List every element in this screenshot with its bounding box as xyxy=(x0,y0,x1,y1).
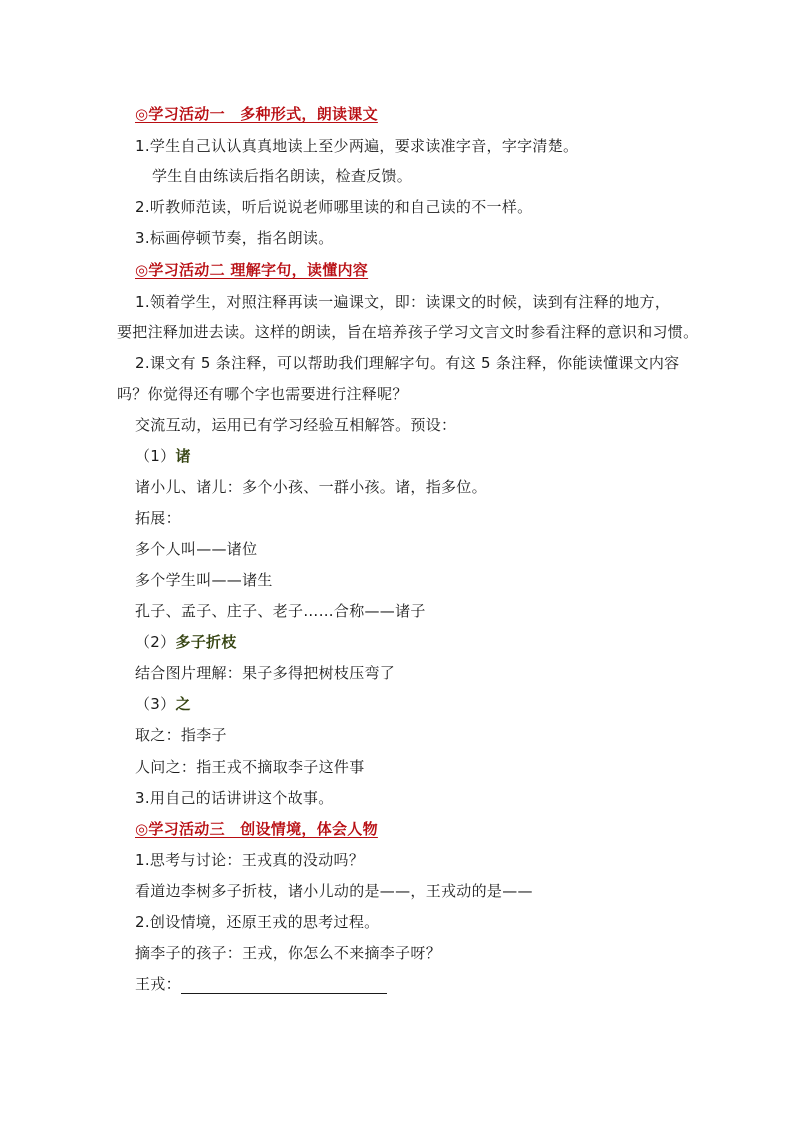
text-line: 3.用自己的话讲讲这个故事。 xyxy=(135,789,334,807)
text-line: 取之：指李子 xyxy=(135,726,227,744)
activity2-paragraph-line: 2.课文有 5 条注释，可以帮助我们理解字句。有这 5 条注释，你能读懂课文内容 xyxy=(135,354,680,372)
activity2-heading: ◎学习活动二 理解字句，读懂内容 xyxy=(135,261,369,279)
subheading-number: （1） xyxy=(135,447,176,465)
activity1-item: 3.标画停顿节奏，指名朗读。 xyxy=(135,229,334,247)
activity3-item: 1.思考与讨论：王戎真的没动吗？ xyxy=(135,851,365,869)
activity3-item: 看道边李树多子折枝，诸小儿动的是——，王戎动的是—— xyxy=(135,882,533,900)
activity2-paragraph-line: 交流互动，运用已有学习经验互相解答。预设： xyxy=(135,416,457,434)
subheading-2 xyxy=(135,632,237,652)
text-line: 孔子、孟子、庄子、老子……合称——诸子 xyxy=(135,602,426,620)
activity3-item: 2.创设情境，还原王戎的思考过程。 xyxy=(135,913,380,931)
subheading-term: 之 xyxy=(175,695,191,713)
text-line: 人问之：指王戎不摘取李子这件事 xyxy=(135,758,365,776)
text-line: 多个人叫——诸位 xyxy=(135,540,258,558)
text-line: 结合图片理解：果子多得把树枝压弯了 xyxy=(135,664,396,682)
subheading-term: 多子折枝 xyxy=(175,633,237,651)
activity1-item: 2.听教师范读，听后说说老师哪里读的和自己读的不一样。 xyxy=(135,198,533,216)
answer-label: 王戎： xyxy=(135,975,181,993)
activity2-paragraph-line: 要把注释加进去读。这样的朗读，旨在培养孩子学习文言文时参看注释的意识和习惯。 xyxy=(117,323,699,341)
activity1-item: 1.学生自己认认真真地读上至少两遍，要求读准字音，字字清楚。 xyxy=(135,137,579,155)
text-line: 拓展： xyxy=(135,509,181,527)
activity2-paragraph-line: 吗？你觉得还有哪个字也需要进行注释呢？ xyxy=(117,385,408,403)
subheading-3 xyxy=(135,694,191,714)
subheading-term: 诸 xyxy=(175,447,191,465)
activity2-paragraph-line: 1.领着学生，对照注释再读一遍课文，即：读课文的时候，读到有注释的地方， xyxy=(135,293,671,311)
activity1-item: 学生自由练读后指名朗读，检查反馈。 xyxy=(152,167,413,185)
subheading-1 xyxy=(135,446,191,466)
activity1-heading: ◎学习活动一 多种形式，朗读课文 xyxy=(135,105,378,123)
activity3-heading: ◎学习活动三 创设情境，体会人物 xyxy=(135,820,378,838)
subheading-number: （2） xyxy=(135,633,176,651)
text-line: 多个学生叫——诸生 xyxy=(135,571,273,589)
activity3-item: 摘李子的孩子：王戎，你怎么不来摘李子呀？ xyxy=(135,944,442,962)
subheading-number: （3） xyxy=(135,695,176,713)
text-line: 诸小儿、诸儿：多个小孩、一群小孩。诸，指多位。 xyxy=(135,478,487,496)
answer-line xyxy=(135,974,387,994)
answer-blank[interactable] xyxy=(181,979,387,994)
